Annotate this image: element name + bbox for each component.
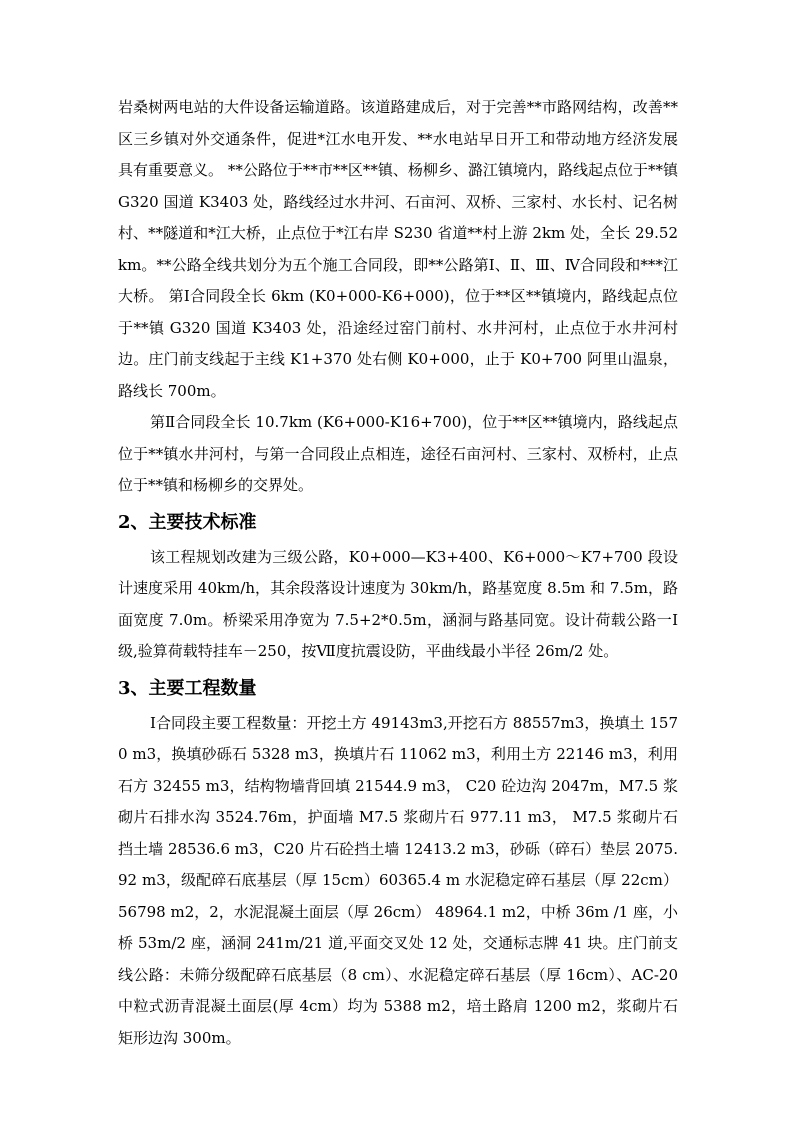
quantities-paragraph: Ⅰ合同段主要工程数量：开挖土方 49143m3,开挖石方 88557m3，换填土 1570 m3，换填砂砾石 5328 m3，换填片石 11062 m3，利用土方 22146 m3，利用石方 32455 m3，结构物墙背回填 21544.9 m3， C20 砼边沟 2047m，M7.5 浆砌片石排水沟 3524.76m，护面墙 M7.5 浆砌片石 977.11 m3， M7.5 浆砌片石挡土墙 28536.6 m3，C20 片石砼挡土墙 12413.2 m3，砂砾（碎石）垫层 2075.92 m3，级配碎石底基层（厚 15cm）60365.4 m 水泥稳定碎石基层（厚 22cm）56798 m2，2，水泥混凝土面层（厚 26cm） 48964.1 m2，中桥 36m /1 座，小桥 53m/2 座，涵洞 241m/21 道,平面交叉处 12 处，交通标志牌 41 块。庄门前支线公路：未筛分级配碎石底基层（8 cm）、水泥稳定碎石基层（厚 16cm）、AC-20 中粒式沥青混凝土面层(厚 4cm）均为 5388 m2，培土路肩 1200 m2，浆砌片石矩形边沟 300m。 bbox=[118, 713, 678, 1047]
section-heading-technical-standards: 2、主要技术标准 bbox=[118, 511, 257, 533]
contract-section-2-paragraph: 第Ⅱ合同段全长 10.7km (K6+000-K16+700)，位于**区**镇境内，路线起点位于**镇水井河村，与第一合同段止点相连，途径石亩河村、三家村、双桥村，止点位于**镇和杨柳乡的交界处。 bbox=[118, 413, 678, 494]
document-page bbox=[118, 92, 678, 1054]
section-heading-quantities: 3、主要工程数量 bbox=[118, 677, 257, 699]
technical-standards-paragraph: 该工程规划改建为三级公路，K0+000—K3+400、K6+000～K7+700 段设计速度采用 40km/h，其余段落设计速度为 30km/h，路基宽度 8.5m 和 7.5m，路面宽度 7.0m。桥梁采用净宽为 7.5+2*0.5m，涵洞与路基同宽。设计荷载公路一Ⅰ级,验算荷载特挂车－250，按Ⅶ度抗震设防，平曲线最小半径 26m/2 处。 bbox=[118, 547, 678, 660]
project-overview-paragraph: 岩桑树两电站的大件设备运输道路。该道路建成后，对于完善**市路网结构，改善**区三乡镇对外交通条件，促进*江水电开发、**水电站早日开工和带动地方经济发展具有重要意义。 **公路位于**市**区**镇、杨柳乡、潞江镇境内，路线起点位于**镇 G320 国道 K3403 处，路线经过水井河、石亩河、双桥、三家村、水长村、记名树村、**隧道和*江大桥，止点位于*江右岸 S230 省道**村上游 2km 处，全长 29.52km。**公路全线共划分为五个施工合同段，即**公路第Ⅰ、Ⅱ、Ⅲ、Ⅳ合同段和***江大桥。 第Ⅰ合同段全长 6km (K0+000-K6+000)，位于**区**镇境内，路线起点位于**镇 G320 国道 K3403 处，沿途经过窑门前村、水井河村，止点位于水井河村边。庄门前支线起于主线 K1+370 处右侧 K0+000，止于 K0+700 阿里山温泉，路线长 700m。 bbox=[118, 98, 678, 400]
